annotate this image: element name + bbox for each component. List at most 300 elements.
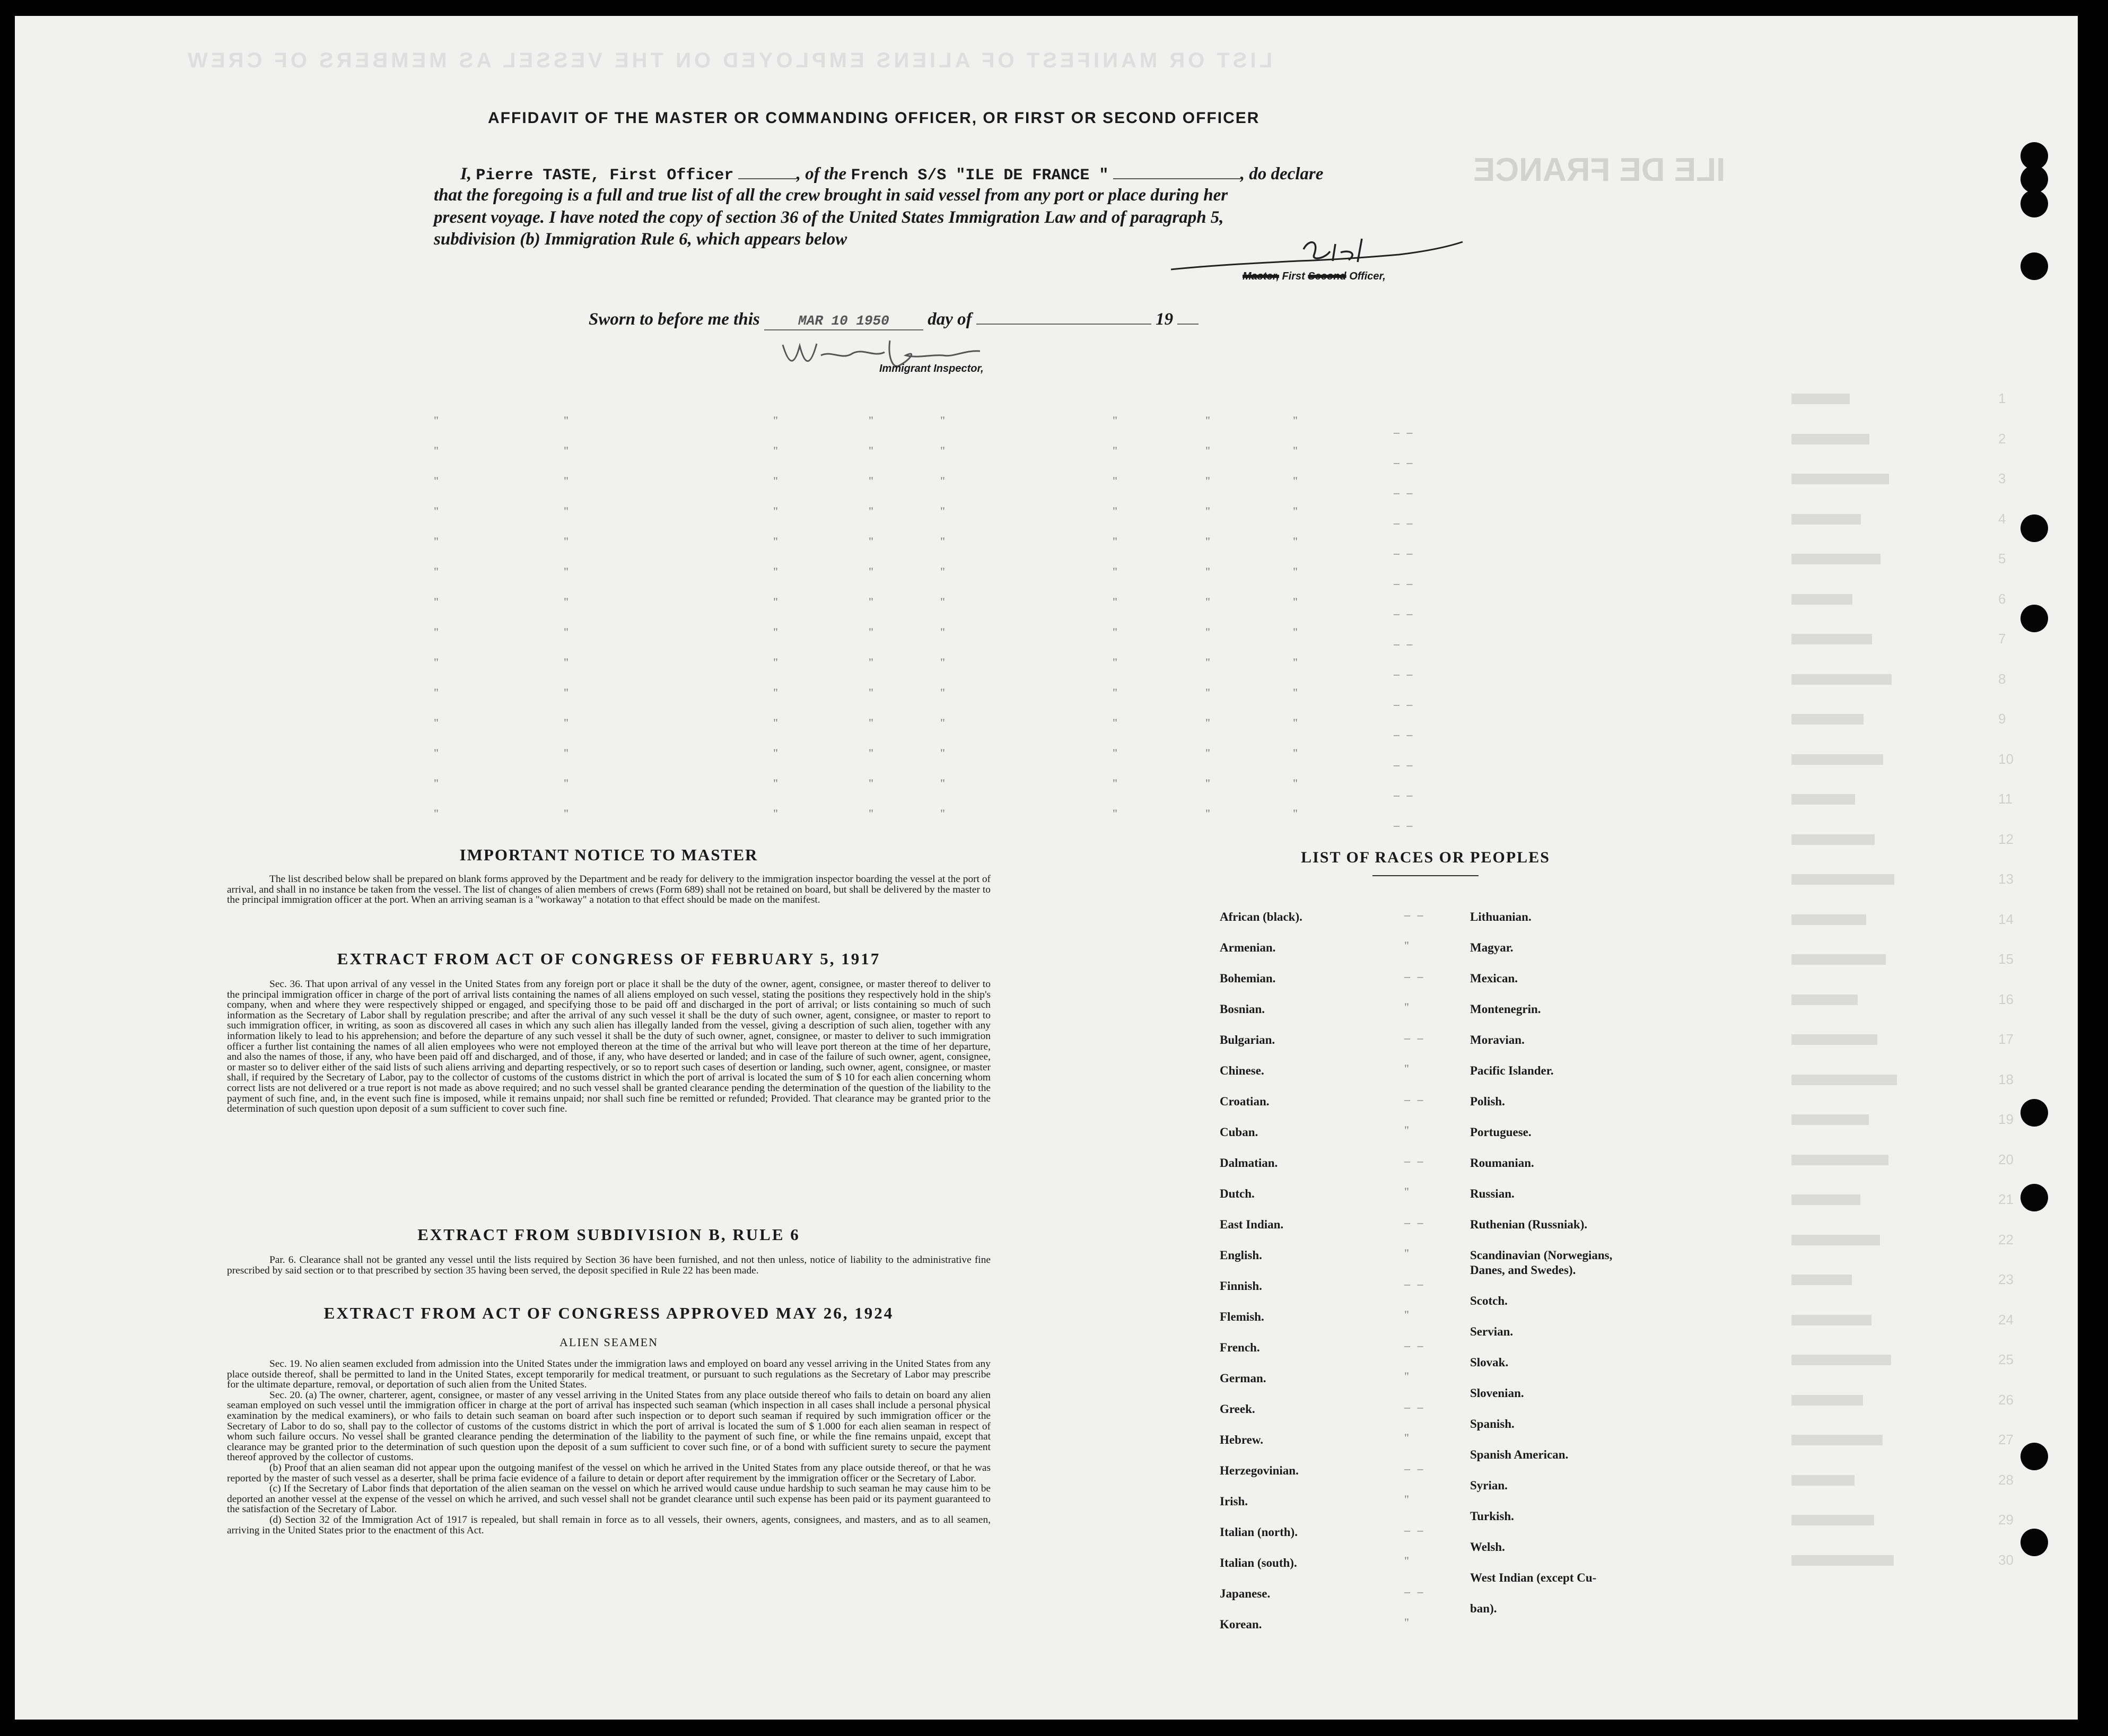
bleed-row-name: [1791, 554, 1880, 564]
ditto-mark: ": [1113, 656, 1117, 669]
inspector-label: Immigrant Inspector,: [879, 363, 984, 374]
ditto-mark: ": [773, 777, 778, 790]
ditto-dash: – –: [1394, 637, 1415, 650]
bleed-row-name: [1791, 754, 1883, 765]
bleed-row-name: [1791, 874, 1894, 885]
race-entry: Italian (north).: [1220, 1525, 1298, 1539]
ditto-mark: ": [1404, 1123, 1411, 1137]
ditto-mark: – –: [1404, 1585, 1425, 1598]
bleed-row-name: [1791, 434, 1869, 444]
ditto-mark: ": [773, 444, 778, 457]
bleed-row-number: 16: [1998, 991, 2014, 1007]
bleed-row-number: 11: [1998, 791, 2013, 807]
race-entry: Finnish.: [1220, 1279, 1262, 1293]
extract-1917-text: Sec. 36. That upon arrival of any vessel in the United States from any foreign port or place it shall be the duty of the owner, agent, consignee, or master thereof to deliver to the principal immigration officer in charge of the port of arrival lists containing the names of all aliens employed on such vessel, stating the positions they respectively hold in the ship's company, when and where they were respectively shipped or engaged, and specifying those to be paid off and discharged in the port of arrival; or lists containing so much of such information as the Secretary of Labor shall by regulation prescribe; and after the arrival of any such vessel it shall be the duty of such owner, agent, consignee, or master to report to such immigration officer, in writing, as soon as discovered all cases in which any such alien has illegally landed from the vessel, giving a description of such alien, together with any information likely to lead to his apprehension; and before the departure of any such vessel it shall be the duty of such owner, agnet, consignee, or master to deliver to such immigration officer a further list containing the names of all alien employees who were not employed thereon at the time of the arrival but who will leave port thereon at the time of her departure, and also the names of those, if any, who have been paid off and discharged, and of those, if any, who have deserted or landed; and in case of the failure of such owner, agent, consignee, or master so to deliver either of the said lists of such aliens arriving and departing respectively, or so to report such cases of desertion or landing, such owner, agent, consignee, or master shall, if required by the Secretary of Labor, pay to the collector of customs of the customs district in which the port of arrival is located the sum of $ 10 for each alien concerning whom correct lists are not delivered or a true report is not made as above required; and no such vessel shall be granted clearance pending the determination of the question of the liability to the payment of such fine, and, in the event such fine is imposed, while it remains unpaid; nor shall such fine be remitted or refunded; Provided. That clearance may be granted prior to the determination of such question upon deposit of a sum sufficient to cover such fine.: [227, 979, 991, 1115]
ditto-mark: ": [1404, 1616, 1411, 1629]
bleed-row-name: [1791, 954, 1886, 965]
ditto-mark: ": [434, 565, 439, 578]
extract-1924-paragraph: Sec. 19. No alien seamen excluded from admission into the United States under the immigration laws and employed on board any vessel arriving in the United States from any place outside thereof, shall be permitted to land in the United States, except temporarily for medical treatment, or pursuant to such regulations as the Secretary of Labor may prescribe for the ultimate departure, removal, or deportation of such alien from the United States.: [227, 1358, 991, 1391]
affidavit-line2: that the foregoing is a full and true list of all the crew brought in said vessel from any port or place during her: [434, 186, 1228, 205]
ditto-mark: ": [1205, 474, 1210, 487]
ditto-mark: ": [1113, 414, 1117, 427]
ditto-mark: ": [434, 777, 439, 790]
ditto-mark: ": [1404, 1308, 1411, 1321]
bleed-row-name: [1791, 1515, 1874, 1525]
ditto-mark: ": [773, 414, 778, 427]
race-entry: Servian.: [1470, 1325, 1514, 1338]
bleed-row-number: 5: [1998, 551, 2006, 566]
ditto-mark: ": [1205, 807, 1210, 820]
race-entry: Cuban.: [1220, 1126, 1258, 1139]
race-entry: Flemish.: [1220, 1310, 1264, 1323]
ditto-mark: ": [1293, 625, 1298, 639]
ditto-mark: ": [940, 807, 945, 820]
extract-1924-body: [227, 1359, 991, 1536]
ditto-mark: ": [869, 595, 873, 608]
ditto-mark: ": [1293, 716, 1298, 729]
bleed-row-number: 12: [1998, 831, 2014, 847]
document-page: [15, 16, 2078, 1720]
vessel-underline: [1113, 178, 1240, 179]
race-entry: Roumanian.: [1470, 1156, 1534, 1170]
punch-hole: [2020, 514, 2048, 542]
ditto-mark: ": [773, 625, 778, 639]
ditto-mark: ": [773, 716, 778, 729]
bleed-row-name: [1791, 514, 1861, 525]
bleed-row-name: [1791, 1034, 1877, 1045]
extract-1924-paragraph: (d) Section 32 of the Immigration Act of 1917 is repealed, but shall remain in force as to all vessels, their owners, agents, consignees, and masters, and as to all seamen, arriving in the United States prior to the enactment of this Act.: [227, 1514, 991, 1536]
race-entry: ban).: [1470, 1602, 1497, 1615]
ditto-dash: – –: [1394, 697, 1415, 711]
ditto-mark: ": [1404, 1554, 1411, 1567]
race-entry: Mexican.: [1470, 972, 1518, 985]
ditto-mark: ": [1113, 535, 1117, 548]
affidavit-title: AFFIDAVIT OF THE MASTER OR COMMANDING OFFICER, OR FIRST OR SECOND OFFICER: [488, 109, 1260, 127]
bleed-row-number: 1: [1998, 390, 2006, 406]
ditto-mark: – –: [1404, 1523, 1425, 1537]
ditto-dash: – –: [1394, 758, 1415, 771]
ditto-mark: ": [1113, 565, 1117, 578]
ditto-mark: ": [564, 595, 568, 608]
race-entry: Bulgarian.: [1220, 1033, 1275, 1046]
ditto-mark: ": [869, 504, 873, 518]
ditto-mark: ": [773, 807, 778, 820]
bleed-row-number: 9: [1998, 711, 2006, 727]
race-entry: Slovak.: [1470, 1356, 1509, 1369]
ditto-mark: ": [1293, 656, 1298, 669]
bleed-row-number: 10: [1998, 751, 2014, 767]
punch-hole: [2020, 1184, 2048, 1211]
bleed-row-name: [1791, 674, 1892, 685]
ditto-dash: – –: [1394, 456, 1415, 469]
race-entry: Polish.: [1470, 1095, 1505, 1108]
ditto-mark: ": [1113, 504, 1117, 518]
punch-hole: [2020, 165, 2048, 193]
bleed-through-vessel: ILE DE FRANCE: [1473, 152, 1726, 188]
label-master-struck: Master,: [1243, 271, 1279, 282]
ditto-mark: ": [564, 686, 568, 699]
ditto-mark: ": [1205, 777, 1210, 790]
extract-rule6-text: Par. 6. Clearance shall not be granted any vessel until the lists required by Section 36 have been furnished, and not then unless, notice of liability to the administrative fine prescribed by said section or to that prescribed by section 35 having been served, the deposit specified in Rule 22 has been made.: [227, 1254, 991, 1276]
ditto-mark: ": [1205, 504, 1210, 518]
ditto-dash: – –: [1394, 818, 1415, 832]
ditto-mark: – –: [1404, 1400, 1425, 1414]
bleed-row-name: [1791, 834, 1875, 845]
ditto-mark: ": [773, 686, 778, 699]
ditto-dash: – –: [1394, 728, 1415, 741]
bleed-row-number: 13: [1998, 871, 2014, 887]
bleed-row-number: 14: [1998, 911, 2014, 927]
signature-label: [1243, 271, 1386, 283]
ditto-mark: ": [1205, 565, 1210, 578]
ditto-mark: ": [1113, 474, 1117, 487]
extract-1924-paragraph: Sec. 20. (a) The owner, charterer, agent, consignee, or master of any vessel arriving in the United States from any place outside thereof who fails to detain on board any alien seaman employed on such vessel until the immigration officer in charge at the port of arrival has inspected such seaman (which inspection in all cases shall include a personal physical examination by the medical examiners), or who fails to detain such seaman on board after such inspection or to deport such seaman if required by such immigration officer or the Secretary of Labor to do so, shall pay to the collector of customs of the customs district in which the port of arrival is located the sum of $ 1.000 for each alien seaman in respect of whom such failure occurs. No vessel shall be granted clearance pending the determination of the liability to the payment of such fine, or while the fine remains unpaid, except that clearance may be granted prior to the determination of such question upon the deposit of a sum sufficient to cover such fine, or of a bond with sufficient surety to secure the payment thereof approved by the collector of customs.: [227, 1389, 991, 1463]
notice-title: IMPORTANT NOTICE TO MASTER: [459, 845, 758, 864]
ditto-dash: – –: [1394, 577, 1415, 590]
ditto-mark: – –: [1404, 1031, 1425, 1044]
race-entry: Dutch.: [1220, 1187, 1255, 1200]
label-first: First: [1282, 271, 1305, 282]
bleed-row-number: 4: [1998, 510, 2006, 527]
ditto-mark: ": [940, 444, 945, 457]
ditto-mark: ": [1113, 807, 1117, 820]
ditto-mark: ": [773, 656, 778, 669]
race-entry: African (black).: [1220, 910, 1302, 923]
race-entry: Scotch.: [1470, 1294, 1508, 1307]
ditto-mark: ": [1404, 1431, 1411, 1444]
race-entry: Italian (south).: [1220, 1556, 1297, 1569]
label-second-struck: Second: [1308, 271, 1346, 282]
ditto-mark: ": [1205, 686, 1210, 699]
ditto-dash: – –: [1394, 546, 1415, 560]
ditto-mark: ": [940, 625, 945, 639]
race-entry: Korean.: [1220, 1618, 1262, 1631]
bleed-row-number: 18: [1998, 1071, 2014, 1087]
ditto-mark: ": [1293, 535, 1298, 548]
ditto-dash: – –: [1394, 788, 1415, 801]
bleed-row-number: 21: [1998, 1191, 2014, 1207]
name-underline: [738, 178, 797, 179]
ditto-mark: ": [773, 535, 778, 548]
ditto-mark: ": [564, 656, 568, 669]
ditto-mark: ": [564, 716, 568, 729]
ditto-mark: ": [940, 565, 945, 578]
race-entry: Chinese.: [1220, 1064, 1264, 1077]
ditto-mark: ": [1293, 807, 1298, 820]
ditto-mark: ": [564, 746, 568, 760]
ditto-mark: ": [1205, 746, 1210, 760]
ditto-mark: ": [434, 504, 439, 518]
extract-1924-paragraph: (b) Proof that an alien seaman did not appear upon the outgoing manifest of the vessel on which he arrived in the United States from any place outside thereof, or that he was reported by the master of such vessel as a deserter, shall be prima facie evidence of a failure to detain or deport after requirement by the immigration officer or the Secretary of Labor.: [227, 1462, 991, 1484]
ditto-dash: – –: [1394, 516, 1415, 529]
bleed-row-number: 25: [1998, 1351, 2014, 1367]
race-entry: Bosnian.: [1220, 1002, 1265, 1016]
affidavit-line3: present voyage. I have noted the copy of section 36 of the United States Immigration Law and of paragraph 5,: [434, 208, 1224, 227]
ditto-mark: ": [869, 535, 873, 548]
ditto-mark: ": [1404, 1369, 1411, 1383]
ditto-mark: ": [564, 625, 568, 639]
ditto-mark: ": [1404, 1246, 1411, 1260]
bleed-row-number: 7: [1998, 631, 2006, 647]
race-entry: Ruthenian (Russniak).: [1470, 1218, 1588, 1231]
ditto-mark: ": [1293, 595, 1298, 608]
ditto-mark: ": [564, 474, 568, 487]
ditto-mark: ": [1404, 939, 1411, 952]
bleed-row-name: [1791, 1194, 1860, 1205]
ditto-mark: ": [1113, 686, 1117, 699]
bleed-row-name: [1791, 1114, 1869, 1125]
ditto-dash: – –: [1394, 425, 1415, 439]
ditto-mark: ": [940, 686, 945, 699]
ditto-mark: ": [869, 474, 873, 487]
ditto-mark: ": [869, 565, 873, 578]
race-entry: German.: [1220, 1372, 1266, 1385]
ditto-mark: – –: [1404, 1216, 1425, 1229]
race-entry: Moravian.: [1470, 1033, 1525, 1046]
ditto-dash: – –: [1394, 607, 1415, 620]
ditto-mark: ": [434, 444, 439, 457]
month-field: [976, 324, 1151, 325]
ditto-dash: – –: [1394, 486, 1415, 499]
date-stamp: MAR 10 1950: [798, 313, 889, 329]
bleed-row-number: 3: [1998, 470, 2006, 486]
ditto-mark: ": [1404, 1493, 1411, 1506]
bleed-row-number: 24: [1998, 1311, 2014, 1328]
race-entry: Turkish.: [1470, 1510, 1514, 1523]
ditto-mark: ": [869, 716, 873, 729]
ditto-mark: ": [940, 656, 945, 669]
punch-hole: [2020, 1529, 2048, 1556]
vessel-name: French S/S "ILE DE FRANCE ": [851, 167, 1109, 185]
ditto-mark: ": [869, 686, 873, 699]
ditto-mark: ": [434, 414, 439, 427]
extract-1924-paragraph: (c) If the Secretary of Labor finds that deportation of the alien seaman on the vessel on which he arrived would cause undue hardship to such seaman he may cause him to be deported an another vessel at the expense of the vessel on which he arrived, and such vessel shall not be grandet clearance until such expense has been paid or its payment guaranteed to the satisfaction of the Secretary of Labor.: [227, 1483, 991, 1515]
punch-hole: [2020, 1099, 2048, 1127]
ditto-mark: – –: [1404, 1093, 1425, 1106]
ditto-mark: ": [1113, 777, 1117, 790]
extract-1924-subtitle: ALIEN SEAMEN: [559, 1336, 658, 1349]
race-entry: English.: [1220, 1249, 1262, 1262]
ditto-mark: ": [1113, 595, 1117, 608]
bleed-row-name: [1791, 394, 1850, 404]
notice-text: The list described below shall be prepared on blank forms approved by the Department and be ready for delivery to the immigration inspector boarding the vessel at the port of arrival, and shall in no instance be taken from the vessel. The list of changes of alien members of crews (Form 689) shall not be retained on board, but shall be delivered by the master to the principal immigration officer at the port. When an arriving seaman is a "workaway" a notation to that effect should be made on the manifest.: [227, 874, 991, 906]
races-title-rule: [1372, 875, 1479, 876]
ditto-mark: ": [434, 625, 439, 639]
bleed-row-number: 20: [1998, 1151, 2014, 1167]
bleed-row-number: 27: [1998, 1432, 2014, 1447]
ditto-mark: ": [869, 656, 873, 669]
affidavit-line4: subdivision (b) Immigration Rule 6, which appears below: [434, 230, 847, 249]
race-entry: Croatian.: [1220, 1095, 1270, 1108]
race-entry: Magyar.: [1470, 941, 1514, 954]
bleed-row-name: [1791, 634, 1872, 644]
race-entry: Danes, and Swedes).: [1470, 1263, 1576, 1277]
sworn-prefix: Sworn to before me this: [589, 310, 760, 329]
ditto-mark: ": [564, 414, 568, 427]
bleed-row-number: 17: [1998, 1031, 2014, 1047]
ditto-mark: ": [940, 414, 945, 427]
ditto-mark: ": [869, 625, 873, 639]
bleed-row-name: [1791, 1235, 1880, 1245]
ditto-mark: ": [564, 535, 568, 548]
bleed-row-number: 19: [1998, 1111, 2014, 1127]
punch-hole: [2020, 252, 2048, 280]
affidavit-suffix: , do declare: [1240, 164, 1324, 184]
race-entry: Slovenian.: [1470, 1386, 1524, 1400]
ditto-mark: – –: [1404, 970, 1425, 983]
bleed-row-number: 2: [1998, 430, 2006, 447]
race-entry: Bohemian.: [1220, 972, 1276, 985]
ditto-mark: ": [1205, 414, 1210, 427]
bleed-row-name: [1791, 914, 1866, 925]
bleed-row-name: [1791, 1355, 1891, 1365]
bleed-row-number: 8: [1998, 670, 2006, 687]
ditto-mark: ": [1404, 1062, 1411, 1075]
bleed-through-header: LIST OR MANIFEST OF ALIENS EMPLOYED ON THE VESSEL AS MEMBERS OF CREW: [185, 49, 1273, 72]
ditto-mark: ": [773, 746, 778, 760]
ditto-mark: ": [564, 807, 568, 820]
bleed-row-name: [1791, 1475, 1855, 1486]
ditto-mark: – –: [1404, 908, 1425, 921]
ditto-mark: ": [869, 807, 873, 820]
ditto-mark: ": [940, 746, 945, 760]
bleed-row-name: [1791, 1155, 1888, 1165]
ditto-mark: ": [434, 807, 439, 820]
ditto-mark: ": [1293, 444, 1298, 457]
officer-name: Pierre TASTE, First Officer: [476, 167, 734, 185]
bleed-row-name: [1791, 995, 1858, 1005]
bleed-row-number: 6: [1998, 590, 2006, 607]
ditto-mark: ": [1293, 777, 1298, 790]
ditto-mark: ": [869, 746, 873, 760]
ditto-mark: ": [564, 444, 568, 457]
ditto-mark: ": [940, 777, 945, 790]
race-entry: Hebrew.: [1220, 1433, 1263, 1446]
race-entry: Herzegovinian.: [1220, 1464, 1299, 1477]
sworn-mid: day of: [928, 310, 972, 329]
punch-hole: [2020, 605, 2048, 632]
affidavit-mid: , of the: [796, 164, 847, 184]
ditto-mark: ": [869, 777, 873, 790]
ditto-mark: ": [434, 595, 439, 608]
ditto-mark: ": [564, 777, 568, 790]
race-entry: Scandinavian (Norwegians,: [1470, 1249, 1613, 1262]
bleed-row-number: 15: [1998, 951, 2014, 967]
ditto-mark: ": [564, 565, 568, 578]
race-entry: Spanish American.: [1470, 1448, 1569, 1461]
ditto-mark: ": [773, 474, 778, 487]
ditto-mark: ": [1293, 686, 1298, 699]
bleed-row-name: [1791, 1395, 1863, 1406]
race-entry: Dalmatian.: [1220, 1156, 1278, 1170]
ditto-mark: ": [1293, 746, 1298, 760]
ditto-mark: ": [1113, 444, 1117, 457]
race-entry: Welsh.: [1470, 1540, 1505, 1554]
ditto-mark: ": [434, 656, 439, 669]
ditto-mark: ": [773, 595, 778, 608]
extract-rule6-title: EXTRACT FROM SUBDIVISION B, RULE 6: [417, 1225, 800, 1244]
races-title: LIST OF RACES OR PEOPLES: [1301, 849, 1550, 866]
sworn-year: 19: [1156, 310, 1174, 329]
ditto-mark: ": [1113, 746, 1117, 760]
race-entry: West Indian (except Cu-: [1470, 1571, 1597, 1584]
ditto-mark: ": [1205, 716, 1210, 729]
extract-1917-title: EXTRACT FROM ACT OF CONGRESS OF FEBRUARY 5, 1917: [337, 949, 881, 968]
bleed-row-name: [1791, 474, 1889, 484]
ditto-mark: ": [1205, 625, 1210, 639]
race-entry: Lithuanian.: [1470, 910, 1532, 923]
race-entry: Pacific Islander.: [1470, 1064, 1554, 1077]
bleed-row-name: [1791, 1315, 1871, 1325]
sworn-line: [589, 310, 1199, 330]
extract-1924-title: EXTRACT FROM ACT OF CONGRESS APPROVED MAY 26, 1924: [323, 1304, 894, 1322]
ditto-mark: ": [773, 504, 778, 518]
ditto-mark: ": [940, 474, 945, 487]
ditto-mark: ": [1293, 504, 1298, 518]
bleed-row-number: 22: [1998, 1231, 2014, 1248]
label-officer: Officer,: [1349, 271, 1386, 282]
ditto-mark: ": [1404, 1185, 1411, 1198]
ditto-mark: ": [1404, 1000, 1411, 1014]
ditto-mark: ": [1113, 625, 1117, 639]
affidavit-line1: [460, 164, 1323, 185]
race-entry: East Indian.: [1220, 1218, 1284, 1231]
ditto-mark: – –: [1404, 1277, 1425, 1290]
ditto-mark: ": [869, 444, 873, 457]
ditto-mark: ": [1205, 535, 1210, 548]
bleed-row-name: [1791, 1075, 1897, 1085]
punch-hole: [2020, 1443, 2048, 1470]
race-entry: Russian.: [1470, 1187, 1515, 1200]
race-entry: Spanish.: [1470, 1417, 1515, 1430]
ditto-mark: ": [940, 535, 945, 548]
ditto-mark: ": [940, 716, 945, 729]
ditto-mark: ": [434, 686, 439, 699]
race-entry: Irish.: [1220, 1495, 1248, 1508]
bleed-row-number: 26: [1998, 1391, 2014, 1408]
ditto-mark: ": [773, 565, 778, 578]
ditto-dash: – –: [1394, 667, 1415, 681]
ditto-mark: ": [564, 504, 568, 518]
ditto-mark: ": [1205, 595, 1210, 608]
ditto-mark: ": [434, 535, 439, 548]
bleed-row-name: [1791, 594, 1852, 605]
race-entry: French.: [1220, 1341, 1260, 1354]
ditto-mark: – –: [1404, 1462, 1425, 1475]
race-entry: Armenian.: [1220, 941, 1276, 954]
bleed-row-number: 30: [1998, 1551, 2014, 1568]
ditto-mark: – –: [1404, 1339, 1425, 1352]
ditto-mark: ": [434, 474, 439, 487]
bleed-row-name: [1791, 1555, 1894, 1566]
year-field: [1177, 324, 1199, 325]
ditto-mark: ": [1113, 716, 1117, 729]
ditto-mark: ": [434, 716, 439, 729]
ditto-mark: ": [434, 746, 439, 760]
affidavit-prefix: I,: [460, 164, 472, 184]
bleed-row-name: [1791, 714, 1864, 725]
race-entry: Japanese.: [1220, 1587, 1271, 1600]
race-entry: Greek.: [1220, 1402, 1255, 1416]
bleed-row-number: 23: [1998, 1271, 2014, 1287]
bleed-row-number: 28: [1998, 1471, 2014, 1488]
ditto-mark: ": [1205, 656, 1210, 669]
bleed-row-number: 29: [1998, 1512, 2014, 1528]
race-entry: Montenegrin.: [1470, 1002, 1541, 1016]
punch-hole: [2020, 190, 2048, 217]
ditto-mark: ": [940, 595, 945, 608]
ditto-mark: ": [1205, 444, 1210, 457]
